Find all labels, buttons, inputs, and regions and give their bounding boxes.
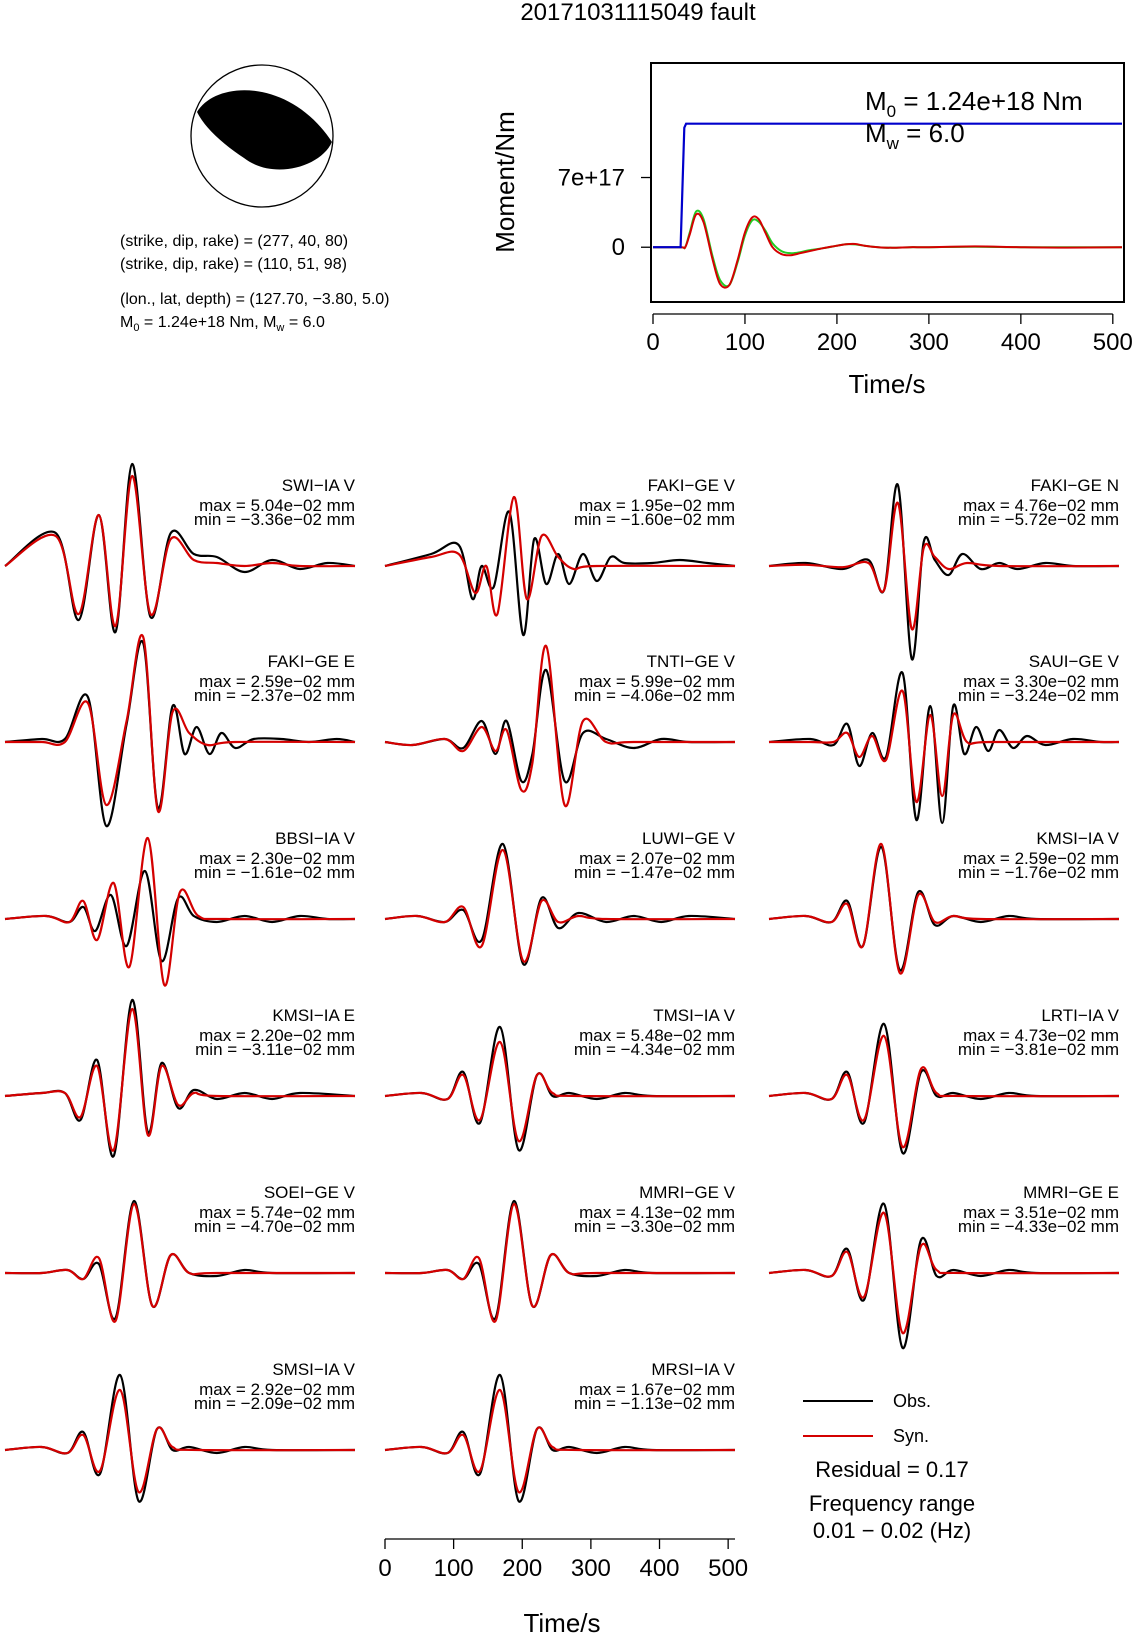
moment-x-tick-label: 200: [816, 329, 857, 356]
lon-lat-depth: (lon., lat, depth) = (127.70, −3.80, 5.0): [120, 291, 390, 308]
station-max: max = 2.59e−02 mm: [199, 672, 355, 691]
station-max: max = 2.30e−02 mm: [199, 849, 355, 868]
station-label: MMRI−GE E: [1023, 1183, 1119, 1202]
station-panel: [385, 829, 736, 965]
moment-x-tick-label: 300: [908, 329, 949, 356]
station-max: max = 5.99e−02 mm: [579, 672, 735, 691]
moment-y-label: Moment/Nm: [490, 111, 520, 253]
station-max: max = 2.20e−02 mm: [199, 1026, 355, 1045]
station-max: max = 1.95e−02 mm: [579, 496, 735, 515]
station-min: min = −3.81e−02 mm: [957, 1040, 1119, 1059]
station-label: FAKI−GE E: [267, 652, 355, 671]
m0-annotation-symbol: M: [865, 86, 887, 116]
station-panel: [769, 652, 1120, 823]
moment-y-tick-label: 7e+17: [557, 164, 625, 192]
beachball-icon: [191, 65, 333, 207]
residual-text: Residual = 0.17: [815, 1457, 969, 1482]
station-panel: [385, 1006, 736, 1151]
station-panel: [769, 1183, 1119, 1348]
station-label: SWI−IA V: [281, 476, 355, 495]
legend: [803, 1391, 931, 1446]
mw-annotation: [865, 118, 965, 153]
station-max: max = 4.76e−02 mm: [963, 496, 1119, 515]
station-panel: [5, 1183, 356, 1322]
mw-annotation-sub: w: [886, 134, 899, 153]
m0-summary-text: = 1.24e+18 Nm, M: [139, 314, 277, 331]
moment-plot: [490, 63, 1133, 399]
waveform-x-tick-label: 400: [639, 1555, 680, 1582]
station-min: min = −4.06e−02 mm: [573, 686, 735, 705]
station-label: KMSI−IA V: [1036, 829, 1119, 848]
strike-dip-rake-1: (strike, dip, rake) = (277, 40, 80): [120, 233, 349, 250]
observed-trace: [5, 871, 355, 961]
station-label: FAKI−GE V: [647, 476, 735, 495]
station-panel: [385, 1360, 736, 1502]
waveform-x-tick-label: 200: [502, 1555, 543, 1582]
moment-summary: [120, 314, 325, 334]
waveform-x-label: Time/s: [523, 1608, 601, 1636]
station-label: LUWI−GE V: [641, 829, 735, 848]
station-panel: [5, 1360, 356, 1502]
station-panel: [5, 464, 356, 632]
station-max: max = 3.51e−02 mm: [963, 1203, 1119, 1222]
moment-x-tick-label: 100: [724, 329, 765, 356]
m0-subscript: 0: [133, 322, 140, 334]
station-min: min = −2.37e−02 mm: [193, 686, 355, 705]
figure-title: 20171031115049 fault: [520, 0, 756, 26]
station-label: TMSI−IA V: [653, 1006, 735, 1025]
strike-dip-rake-2: (strike, dip, rake) = (110, 51, 98): [120, 256, 347, 273]
station-max: max = 2.59e−02 mm: [963, 849, 1119, 868]
moment-series-2: [653, 214, 1122, 288]
station-panel: [769, 829, 1120, 974]
station-label: SAUI−GE V: [1028, 652, 1119, 671]
station-min: min = −3.11e−02 mm: [195, 1040, 355, 1059]
station-label: LRTI−IA V: [1041, 1006, 1119, 1025]
waveform-x-tick-label: 300: [570, 1555, 611, 1582]
m0-annotation-sub: 0: [886, 102, 897, 121]
station-panel: [5, 635, 355, 826]
station-max: max = 3.30e−02 mm: [963, 672, 1119, 691]
moment-x-tick-label: 400: [1000, 329, 1041, 356]
station-min: min = −2.09e−02 mm: [193, 1394, 355, 1413]
mw-subscript: w: [276, 322, 285, 334]
station-panel: [385, 1183, 736, 1322]
station-panel: [385, 646, 736, 807]
legend-obs-label: Obs.: [893, 1391, 932, 1411]
station-panel: [5, 1000, 355, 1157]
station-min: min = −4.34e−02 mm: [573, 1040, 735, 1059]
station-max: max = 2.07e−02 mm: [579, 849, 735, 868]
frequency-range-value: 0.01 − 0.02 (Hz): [812, 1518, 972, 1543]
station-label: SOEI−GE V: [263, 1183, 355, 1202]
station-max: max = 5.48e−02 mm: [579, 1026, 735, 1045]
station-min: min = −1.61e−02 mm: [193, 863, 355, 882]
station-min: min = −4.70e−02 mm: [193, 1217, 355, 1236]
waveform-x-tick-label: 500: [708, 1555, 749, 1582]
observed-trace: [385, 511, 735, 635]
station-min: min = −5.72e−02 mm: [957, 510, 1119, 529]
m0-annotation: [865, 86, 1083, 121]
legend-syn-label: Syn.: [893, 1426, 930, 1446]
moment-x-tick-label: 500: [1092, 329, 1133, 356]
station-label: KMSI−IA E: [272, 1006, 355, 1025]
moment-x-label: Time/s: [848, 369, 926, 399]
mw-annotation-value: = 6.0: [898, 118, 965, 148]
moment-x-axis: [646, 314, 1133, 356]
station-max: max = 1.67e−02 mm: [579, 1380, 735, 1399]
waveform-time-axis: [378, 1539, 748, 1582]
source-params: [120, 233, 390, 334]
station-max: max = 5.04e−02 mm: [199, 496, 355, 515]
station-label: FAKI−GE N: [1030, 476, 1119, 495]
station-min: min = −1.76e−02 mm: [957, 863, 1119, 882]
station-label: MMRI−GE V: [639, 1183, 735, 1202]
station-min: min = −3.30e−02 mm: [573, 1217, 735, 1236]
station-panel: [769, 476, 1119, 660]
station-panel: [385, 476, 736, 635]
moment-y-axis: [558, 165, 651, 262]
station-label: SMSI−IA V: [272, 1360, 355, 1379]
mw-annotation-symbol: M: [865, 118, 887, 148]
synthetic-trace: [769, 690, 1119, 802]
station-min: min = −1.13e−02 mm: [573, 1394, 735, 1413]
station-label: TNTI−GE V: [646, 652, 735, 671]
station-min: min = −3.36e−02 mm: [193, 510, 355, 529]
waveform-x-tick-label: 0: [378, 1555, 392, 1582]
m0-annotation-value: = 1.24e+18 Nm: [896, 86, 1083, 116]
station-panel: [769, 1006, 1120, 1154]
m0-symbol: M: [120, 314, 134, 331]
station-min: min = −4.33e−02 mm: [957, 1217, 1119, 1236]
moment-y-tick-label: 0: [611, 234, 625, 262]
station-min: min = −1.47e−02 mm: [573, 863, 735, 882]
station-panel: [5, 829, 356, 986]
station-min: min = −3.24e−02 mm: [957, 686, 1119, 705]
station-max: max = 4.13e−02 mm: [579, 1203, 735, 1222]
station-label: BBSI−IA V: [275, 829, 355, 848]
frequency-range-label: Frequency range: [808, 1491, 976, 1516]
mw-summary-text: = 6.0: [284, 314, 325, 331]
station-label: MRSI−IA V: [651, 1360, 735, 1379]
station-min: min = −1.60e−02 mm: [573, 510, 735, 529]
station-max: max = 4.73e−02 mm: [963, 1026, 1119, 1045]
moment-x-tick-label: 0: [646, 329, 660, 356]
station-max: max = 5.74e−02 mm: [199, 1203, 355, 1222]
waveform-grid: [5, 464, 1120, 1502]
station-max: max = 2.92e−02 mm: [199, 1380, 355, 1399]
waveform-x-tick-label: 100: [433, 1555, 474, 1582]
